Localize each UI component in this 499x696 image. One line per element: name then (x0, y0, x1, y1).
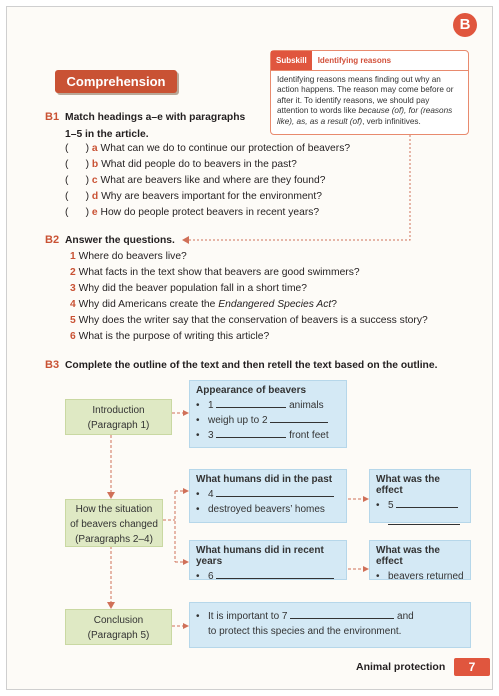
past-effect-heading: What was the effect (376, 474, 440, 496)
b2-number: B2 (45, 234, 60, 246)
answer-blank[interactable] (270, 413, 328, 423)
item-text: front feet (289, 430, 329, 441)
blank-number: 1 (208, 400, 214, 411)
conclusion-item (190, 609, 470, 624)
item-text: animals (289, 400, 324, 411)
appearance-item (190, 428, 346, 443)
situation-label-2: of beavers changed (70, 519, 158, 530)
comprehension-heading: Comprehension (55, 70, 177, 93)
item-letter: c (91, 175, 98, 186)
situation-paragraphs: (Paragraphs 2–4) (75, 534, 153, 545)
subskill-example-words: because (of), for (reasons like), as, as a result (of) (277, 106, 453, 126)
b3-title: Complete the outline of the text and then retell the text based on the outline. (65, 360, 438, 371)
recent-heading: What humans did in recent years (196, 545, 324, 567)
item-number: 1 (70, 251, 76, 262)
item-text: and (397, 611, 414, 622)
appearance-item (190, 413, 346, 428)
recent-effect-heading: What was the effect (376, 545, 440, 567)
item-number: 2 (70, 267, 76, 278)
intro-box (65, 399, 172, 435)
conclusion-paragraph: (Paragraph 5) (87, 630, 150, 641)
answer-bracket[interactable]: ( ) (65, 207, 90, 218)
blank-number: 7 (281, 611, 288, 622)
intro-paragraph: (Paragraph 1) (87, 420, 150, 431)
answer-blank[interactable] (216, 569, 334, 579)
item-text: Why does the writer say that the conservation of beavers is a success story? (78, 315, 428, 326)
answer-blank[interactable] (216, 487, 334, 497)
b2-title: Answer the questions. (65, 235, 175, 246)
outline-connectors (7, 7, 494, 691)
item-text-post: ? (331, 299, 337, 310)
answer-bracket[interactable]: ( ) (65, 159, 90, 170)
item-text: Why did the beaver population fall in a short time? (78, 283, 307, 294)
appearance-heading: Appearance of beavers (196, 385, 307, 396)
item-letter: e (91, 207, 98, 218)
answer-blank[interactable] (216, 398, 286, 408)
item-number: 3 (70, 283, 76, 294)
answer-bracket[interactable]: ( ) (65, 143, 90, 154)
answer-blank[interactable] (216, 428, 286, 438)
past-item (190, 487, 346, 502)
item-text: What are beavers like and where are they found? (100, 175, 326, 186)
footer-unit-title: Animal protection (356, 661, 446, 673)
item-text: destroyed beavers’ homes (208, 504, 325, 515)
recent-actions-box (189, 540, 347, 580)
blank-number: 6 (208, 571, 214, 582)
recent-effect-item (370, 569, 470, 584)
answer-blank[interactable] (388, 515, 460, 525)
item-text: Where do beavers live? (78, 251, 187, 262)
item-letter: b (91, 159, 99, 170)
conclusion-label: Conclusion (93, 615, 144, 626)
blank-number: 3 (208, 430, 214, 441)
item-text-title: Endangered Species Act (218, 299, 332, 310)
subskill-text-end: , verb infinitives. (362, 116, 421, 126)
blank-number: 4 (208, 489, 214, 500)
item-text: What did people do to beavers in the past? (101, 159, 297, 170)
item-text-pre: Why did Americans create the (78, 299, 219, 310)
subskill-text: Identifying reasons means finding out why an action happens. The reason may come before or after it. To identify reasons, we should pay attention to words like (277, 75, 454, 116)
b1-title: Match headings a–e with paragraphs 1–5 in the article. (65, 112, 246, 140)
item-text: weigh up to (208, 415, 260, 426)
past-effect-box (369, 469, 471, 523)
item-text: What is the purpose of writing this article? (78, 331, 270, 342)
subskill-tag: Subskill (271, 51, 312, 70)
subskill-title: Identifying reasons (317, 56, 392, 65)
answer-bracket[interactable]: ( ) (65, 175, 90, 186)
recent-item (190, 569, 346, 584)
item-letter: d (91, 191, 99, 202)
b1-number: B1 (45, 111, 60, 123)
blank-number: 2 (261, 415, 268, 426)
past-actions-box (189, 469, 347, 523)
item-text: Why are beavers important for the environment? (101, 191, 322, 202)
item-text: What can we do to continue our protection of beavers? (100, 143, 351, 154)
answer-blank[interactable] (396, 498, 458, 508)
item-text: It is important to (208, 611, 280, 622)
item-number: 4 (70, 299, 76, 310)
item-number: 5 (70, 315, 76, 326)
page-number: 7 (454, 658, 490, 676)
answer-bracket[interactable]: ( ) (65, 191, 90, 202)
past-heading: What humans did in the past (196, 474, 333, 485)
item-text: What facts in the text show that beavers are good swimmers? (78, 267, 360, 278)
conclusion-line2: to protect this species and the environment. (208, 626, 402, 637)
item-number: 6 (70, 331, 76, 342)
appearance-box (189, 380, 347, 448)
recent-effect-box (369, 540, 471, 580)
level-badge: B (453, 13, 477, 37)
intro-label: Introduction (92, 405, 145, 416)
past-effect-line2 (370, 515, 470, 528)
appearance-item (190, 398, 346, 413)
situation-box (65, 499, 163, 547)
conclusion-box (65, 609, 172, 645)
item-letter: a (91, 143, 98, 154)
conclusion-detail-box (189, 602, 471, 648)
blank-number: 5 (388, 500, 394, 511)
answer-blank[interactable] (290, 609, 394, 619)
textbook-page (6, 6, 493, 690)
past-effect-item (370, 498, 470, 513)
past-item (190, 502, 346, 517)
item-text: beavers returned (388, 571, 464, 582)
item-text: How do people protect beavers in recent years? (100, 207, 320, 218)
b3-number: B3 (45, 359, 60, 371)
situation-label-1: How the situation (75, 504, 153, 515)
